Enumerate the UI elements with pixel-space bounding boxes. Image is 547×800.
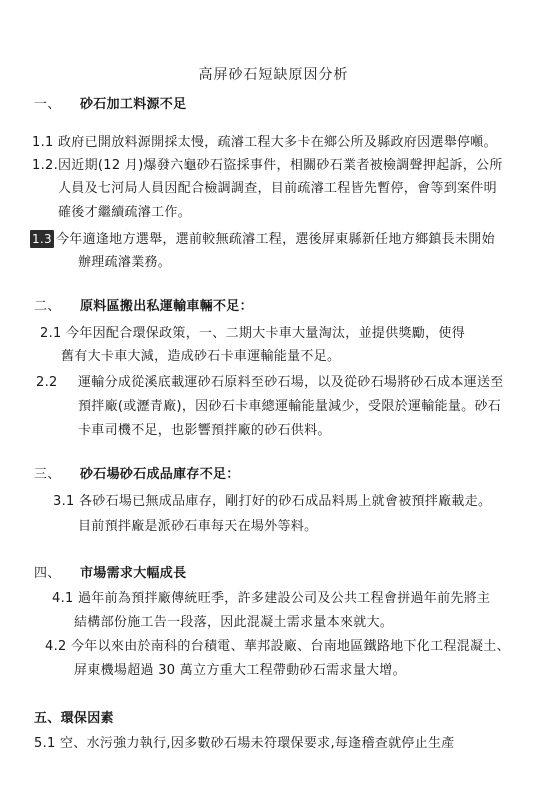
section-1-heading bbox=[34, 96, 186, 114]
section-1-number: 一、 bbox=[34, 97, 61, 112]
section-5-line-1: 5.1 空、水污強力執行,因多數砂石場未符環保要求,每逢稽查就停止生產 bbox=[34, 736, 455, 751]
section-1-line-2: 1.2.因近期(12 月)爆發六龜砂石盜採事件，相關砂石業者被檢調聲押起訴，公所 bbox=[32, 158, 503, 173]
section-4-line-3: 4.2 今年以來由於南科的台積電、華邦設廠、台南地區鐵路地下化工程混凝土、 bbox=[45, 639, 510, 654]
item-number-smudge: 1.3 bbox=[32, 232, 52, 246]
section-3-heading bbox=[34, 466, 240, 484]
section-1-line-5-text: 今年適逢地方選舉，選前較無疏濬工程，選後屏東縣新任地方鄉鎮長未開始 bbox=[55, 232, 495, 247]
section-2-line-3-number: 2.2 bbox=[36, 375, 58, 390]
section-1-line-5 bbox=[30, 230, 495, 249]
section-4-line-1: 4.1 過年前為預拌廠傳統旺季，許多建設公司及公共工程會拼過年前先將主 bbox=[52, 591, 491, 606]
section-5-number: 五、 bbox=[34, 711, 61, 726]
section-4-line-2: 結構部份施工告一段落，因此混凝土需求量本來就大。 bbox=[74, 615, 394, 630]
section-4-line-4: 屏東機場超過 30 萬立方重大工程帶動砂石需求量大增。 bbox=[74, 663, 406, 678]
section-2-number: 二、 bbox=[34, 299, 61, 314]
section-2-line-2: 舊有大卡車大減，造成砂石卡車運輸能量不足。 bbox=[61, 349, 341, 364]
section-3-title: 砂石場砂石成品庫存不足： bbox=[80, 467, 240, 482]
section-2-line-4: 預拌廠(或瀝青廠)，因砂石卡車總運輸能量減少，受限於運輸能量。砂石 bbox=[78, 399, 502, 414]
section-5-title: 環保因素 bbox=[60, 711, 114, 726]
section-2-heading bbox=[34, 298, 253, 316]
section-1-line-3: 人員及七河局人員因配合檢調調查，目前疏濬工程皆先暫停，會等到案件明 bbox=[58, 181, 497, 196]
section-3-line-1: 3.1 各砂石場已無成品庫存，剛打好的砂石成品料馬上就會被預拌廠載走。 bbox=[53, 494, 492, 509]
section-2-line-1: 2.1 今年因配合環保政策，一、二期大卡車大量淘汰，並提供獎勵，使得 bbox=[40, 326, 466, 341]
section-1-title: 砂石加工料源不足 bbox=[80, 97, 187, 112]
section-1-line-6: 辦理疏濬業務。 bbox=[78, 255, 172, 270]
section-4-number: 四、 bbox=[34, 566, 61, 581]
section-5-heading bbox=[34, 710, 114, 728]
section-1-line-1: 1.1 政府已開放料源開採太慢，疏濬工程大多卡在鄉公所及縣政府因選舉停噸。 bbox=[32, 135, 497, 150]
section-2-line-3: 運輸分成從溪底載運砂石原料至砂石場，以及從砂石場將砂石成本運送至 bbox=[78, 375, 504, 390]
section-3-line-2: 目前預拌廠是派砂石車每天在場外等料。 bbox=[78, 519, 318, 534]
section-1-line-4: 確後才繼續疏濬工作。 bbox=[58, 205, 192, 220]
section-4-title: 市場需求大幅成長 bbox=[80, 566, 187, 581]
section-4-heading bbox=[34, 565, 186, 583]
section-3-number: 三、 bbox=[34, 467, 61, 482]
document-title: 高屏砂石短缺原因分析 bbox=[198, 67, 349, 83]
section-2-line-5: 卡車司機不足，也影響預拌廠的砂石供料。 bbox=[78, 423, 331, 438]
section-2-title: 原料區搬出私運輸車輛不足： bbox=[80, 299, 253, 314]
